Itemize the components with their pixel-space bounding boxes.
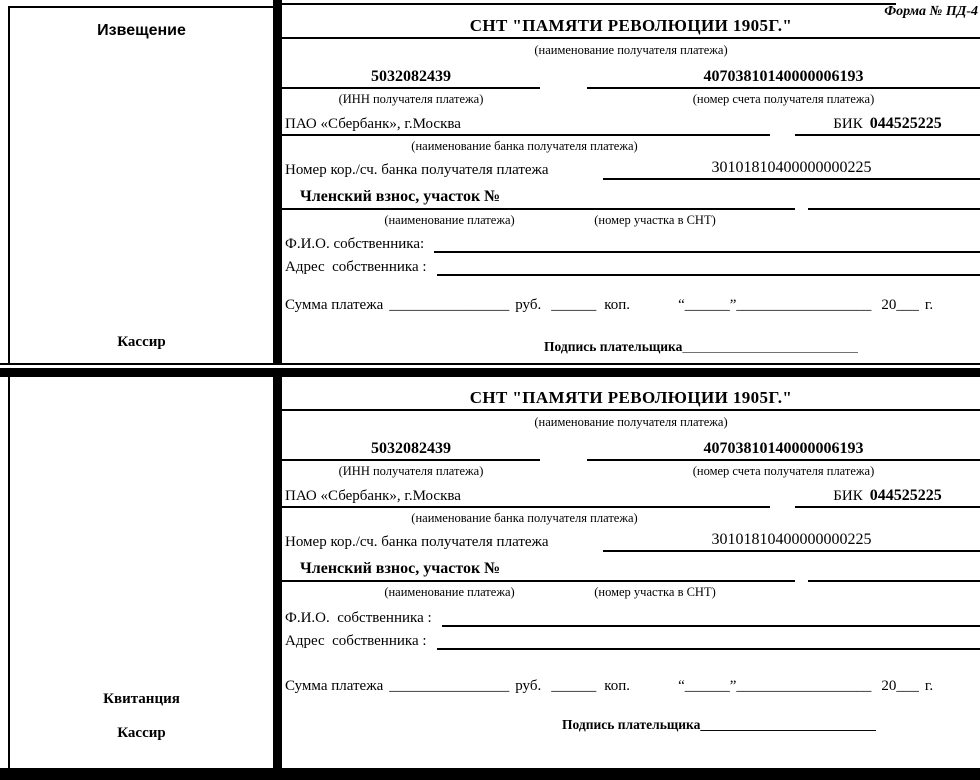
owner-name-field xyxy=(442,602,980,627)
spacer xyxy=(282,320,980,339)
owner-name-row xyxy=(282,230,980,253)
plot-number-field xyxy=(808,552,980,582)
sum-row xyxy=(282,678,980,701)
year-prefix: 20 xyxy=(881,297,897,313)
corr-account-field xyxy=(603,529,980,552)
receipt-label: Квитанция xyxy=(103,691,180,707)
spacer xyxy=(282,701,980,717)
corr-account-value: 30101810400000000225 xyxy=(711,531,872,548)
owner-name-row xyxy=(282,602,980,627)
bank-hint-row xyxy=(282,508,980,529)
bank-name-field xyxy=(282,110,770,136)
notice-stub-box xyxy=(8,6,273,363)
owner-name-field xyxy=(434,230,980,253)
notice-content-column xyxy=(282,0,980,363)
signature-row xyxy=(562,717,980,733)
signature-label: Подпись плательщика xyxy=(562,717,701,732)
year-suffix: г. xyxy=(924,678,934,694)
top-border-line xyxy=(282,3,896,5)
owner-address-field xyxy=(437,627,980,650)
bank-name: ПАО «Сбербанк», г.Москва xyxy=(285,488,461,504)
numbers-hints-row xyxy=(282,461,980,482)
form-number-label: Форма № ПД-4 xyxy=(884,4,978,19)
sum-row xyxy=(282,297,980,320)
account-value: 40703810140000006193 xyxy=(703,440,864,457)
receipt-stub-column xyxy=(0,377,273,768)
quote-close: ” xyxy=(729,297,737,313)
payment-purpose: Членский взнос, участок № xyxy=(300,188,501,205)
day-line: ______ xyxy=(684,678,730,694)
gap xyxy=(770,110,795,136)
inn-field xyxy=(282,62,540,89)
gap xyxy=(540,434,587,461)
bank-name-field xyxy=(282,482,770,508)
inn-value: 5032082439 xyxy=(371,68,451,85)
year-suffix: г. xyxy=(924,297,934,313)
notice-label: Извещение xyxy=(97,22,186,39)
account-value: 40703810140000006193 xyxy=(703,68,864,85)
quote-open: “ xyxy=(678,297,685,313)
payment-purpose-row xyxy=(282,180,980,210)
owner-name-label: Ф.И.О. собственника : xyxy=(285,610,432,626)
payment-purpose-hint: (наименование платежа) xyxy=(384,584,515,599)
payment-purpose: Членский взнос, участок № xyxy=(300,560,501,577)
owner-address-label: Адрес собственника : xyxy=(285,633,427,649)
section-notice xyxy=(0,0,980,365)
corr-account-row xyxy=(282,157,980,180)
corr-account-value: 30101810400000000225 xyxy=(711,159,872,176)
inn-field xyxy=(282,434,540,461)
inn-hint: (ИНН получателя платежа) xyxy=(338,464,484,478)
plot-number-hint: (номер участка в СНТ) xyxy=(594,212,716,227)
plot-number-hint: (номер участка в СНТ) xyxy=(594,584,716,599)
year-prefix: 20 xyxy=(881,678,897,694)
bank-hint: (наименование банка получателя платежа) xyxy=(411,511,638,525)
receipt-stub-box xyxy=(8,377,273,768)
month-line: __________________ xyxy=(736,678,872,694)
bik-value: 044525225 xyxy=(869,487,942,504)
header-row xyxy=(282,377,980,411)
payee-title: СНТ "ПАМЯТИ РЕВОЛЮЦИИ 1905Г." xyxy=(469,388,793,407)
kop-label: коп. xyxy=(604,297,631,313)
cashier-label: Кассир xyxy=(117,725,166,741)
numbers-row xyxy=(282,434,980,461)
corr-account-label: Номер кор./сч. банка получателя платежа xyxy=(285,162,549,178)
vertical-divider xyxy=(273,0,282,363)
account-hint: (номер счета получателя платежа) xyxy=(692,464,875,478)
payment-purpose-field xyxy=(282,552,795,582)
payee-title-hint: (наименование получателя платежа) xyxy=(534,415,728,429)
owner-address-field xyxy=(437,253,980,276)
year-line: ___ xyxy=(896,297,919,313)
spacer xyxy=(282,650,980,678)
day-line: ______ xyxy=(684,297,730,313)
owner-address-label: Адрес собственника : xyxy=(285,259,427,275)
form-bottom-border xyxy=(0,768,980,780)
bank-name: ПАО «Сбербанк», г.Москва xyxy=(285,116,461,132)
spacer xyxy=(282,276,980,297)
gap xyxy=(795,180,808,210)
year-line: ___ xyxy=(896,678,919,694)
corr-account-label: Номер кор./сч. банка получателя платежа xyxy=(285,534,549,550)
bank-hint-row xyxy=(282,136,980,157)
account-hint: (номер счета получателя платежа) xyxy=(692,92,875,106)
owner-address-row xyxy=(282,253,980,276)
rub-label: руб. xyxy=(515,678,542,694)
signature-line: __________________________ xyxy=(700,717,876,732)
account-field xyxy=(587,434,980,461)
payee-title: СНТ "ПАМЯТИ РЕВОЛЮЦИИ 1905Г." xyxy=(469,16,793,35)
sum-label: Сумма платежа xyxy=(285,678,384,694)
payment-hints-row xyxy=(282,210,980,230)
corr-account-field xyxy=(603,157,980,180)
payment-purpose-field xyxy=(282,180,795,210)
month-line: __________________ xyxy=(736,297,872,313)
kop-label: коп. xyxy=(604,678,631,694)
receipt-content-column xyxy=(282,377,980,768)
bik-label: БИК xyxy=(833,488,863,504)
gap xyxy=(770,482,795,508)
amount-line: ________________ xyxy=(389,678,510,694)
account-field xyxy=(587,62,980,89)
plot-number-field xyxy=(808,180,980,210)
notice-stub-column xyxy=(0,0,273,363)
bank-row xyxy=(282,482,980,508)
section-divider-band xyxy=(0,368,980,377)
numbers-hints-row xyxy=(282,89,980,110)
numbers-row xyxy=(282,62,980,89)
bik-label: БИК xyxy=(833,116,863,132)
section-receipt xyxy=(0,377,980,768)
bik-value: 044525225 xyxy=(869,115,942,132)
amount-line: ________________ xyxy=(389,297,510,313)
gap xyxy=(540,62,587,89)
cashier-label: Кассир xyxy=(117,334,166,350)
gap xyxy=(795,552,808,582)
header-row xyxy=(282,3,980,39)
payment-purpose-row xyxy=(282,552,980,582)
signature-line: __________________________ xyxy=(682,339,858,354)
inn-value: 5032082439 xyxy=(371,440,451,457)
quote-open: “ xyxy=(678,678,685,694)
vertical-divider xyxy=(273,377,282,768)
corr-account-row xyxy=(282,529,980,552)
signature-row xyxy=(544,339,980,355)
kopeck-line: ______ xyxy=(551,678,597,694)
owner-address-row xyxy=(282,627,980,650)
signature-label: Подпись плательщика xyxy=(544,339,683,354)
bik-field xyxy=(795,110,980,136)
bank-row xyxy=(282,110,980,136)
inn-hint: (ИНН получателя платежа) xyxy=(338,92,484,106)
owner-name-label: Ф.И.О. собственника: xyxy=(285,236,425,252)
sum-label: Сумма платежа xyxy=(285,297,384,313)
rub-label: руб. xyxy=(515,297,542,313)
payment-purpose-hint: (наименование платежа) xyxy=(384,212,515,227)
payment-hints-row xyxy=(282,582,980,602)
payee-title-hint: (наименование получателя платежа) xyxy=(534,43,728,57)
quote-close: ” xyxy=(729,678,737,694)
bank-hint: (наименование банка получателя платежа) xyxy=(411,139,638,153)
bik-field xyxy=(795,482,980,508)
kopeck-line: ______ xyxy=(551,297,597,313)
